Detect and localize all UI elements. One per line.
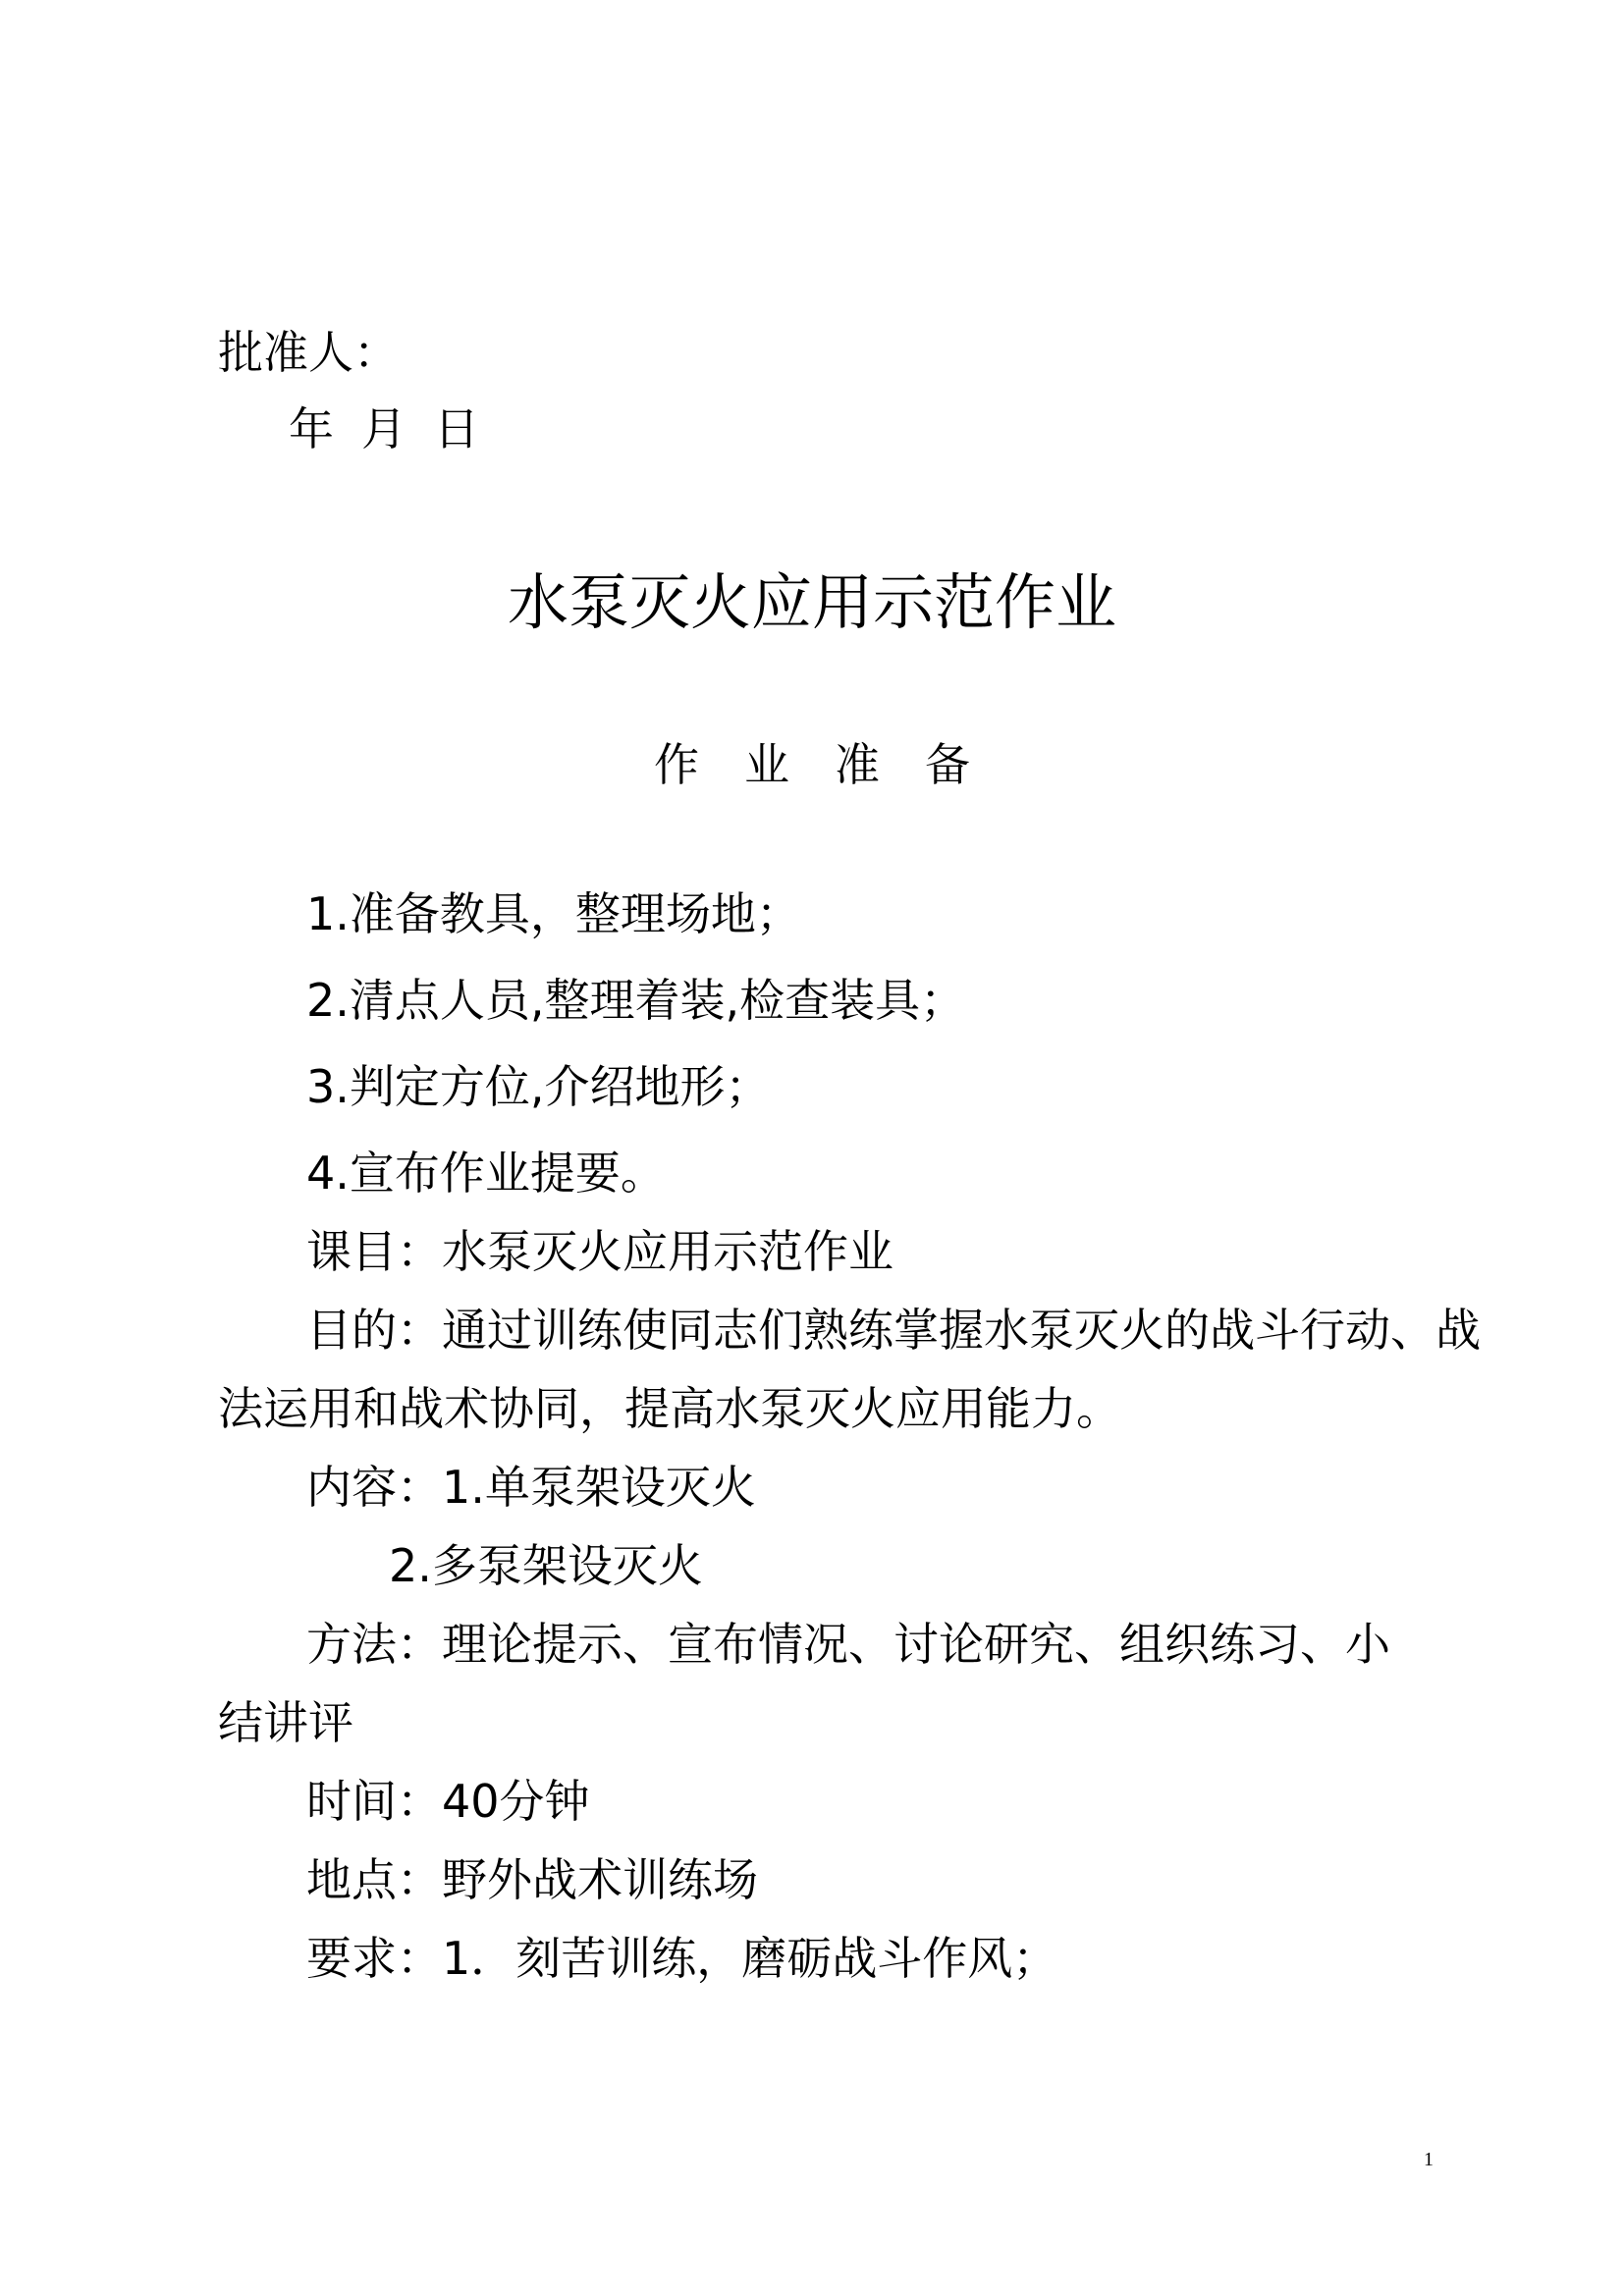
- approver-label: 批准人：: [218, 326, 399, 379]
- section-heading: 作业准备: [654, 738, 1015, 791]
- requirement-line: 要求：1．刻苦训练，磨砺战斗作风；: [306, 1932, 1058, 1985]
- place-line: 地点：野外战术训练场: [306, 1853, 758, 1906]
- date-month: 月: [361, 402, 406, 455]
- content-line: 内容：1.单泵架设灭火: [306, 1461, 756, 1514]
- document-title: 水泵灭火应用示范作业: [507, 566, 1116, 638]
- preparation-item: 3.判定方位,介绍地形；: [306, 1060, 771, 1113]
- content-line-continued: 2.多泵架设灭火: [389, 1539, 703, 1592]
- purpose-line-continued: 法运用和战术协同，提高水泵灭火应用能力。: [218, 1382, 1121, 1435]
- time-line: 时间：40分钟: [306, 1775, 590, 1828]
- preparation-item: 2.清点人员,整理着装,检查装具；: [306, 974, 966, 1027]
- method-line-continued: 结讲评: [218, 1696, 353, 1749]
- subject-line: 课目：水泵灭火应用示范作业: [306, 1225, 893, 1278]
- preparation-item: 1.准备教具，整理场地；: [306, 887, 801, 940]
- purpose-line: 目的：通过训练使同志们熟练掌握水泵灭火的战斗行动、战: [306, 1304, 1481, 1357]
- preparation-item: 4.宣布作业提要。: [306, 1147, 666, 1200]
- page-number: 1: [1424, 2149, 1434, 2170]
- approval-date: [289, 402, 507, 455]
- date-year: 年: [289, 402, 334, 455]
- date-day: 日: [434, 402, 479, 455]
- method-line: 方法：理论提示、宣布情况、讨论研究、组织练习、小: [306, 1618, 1390, 1671]
